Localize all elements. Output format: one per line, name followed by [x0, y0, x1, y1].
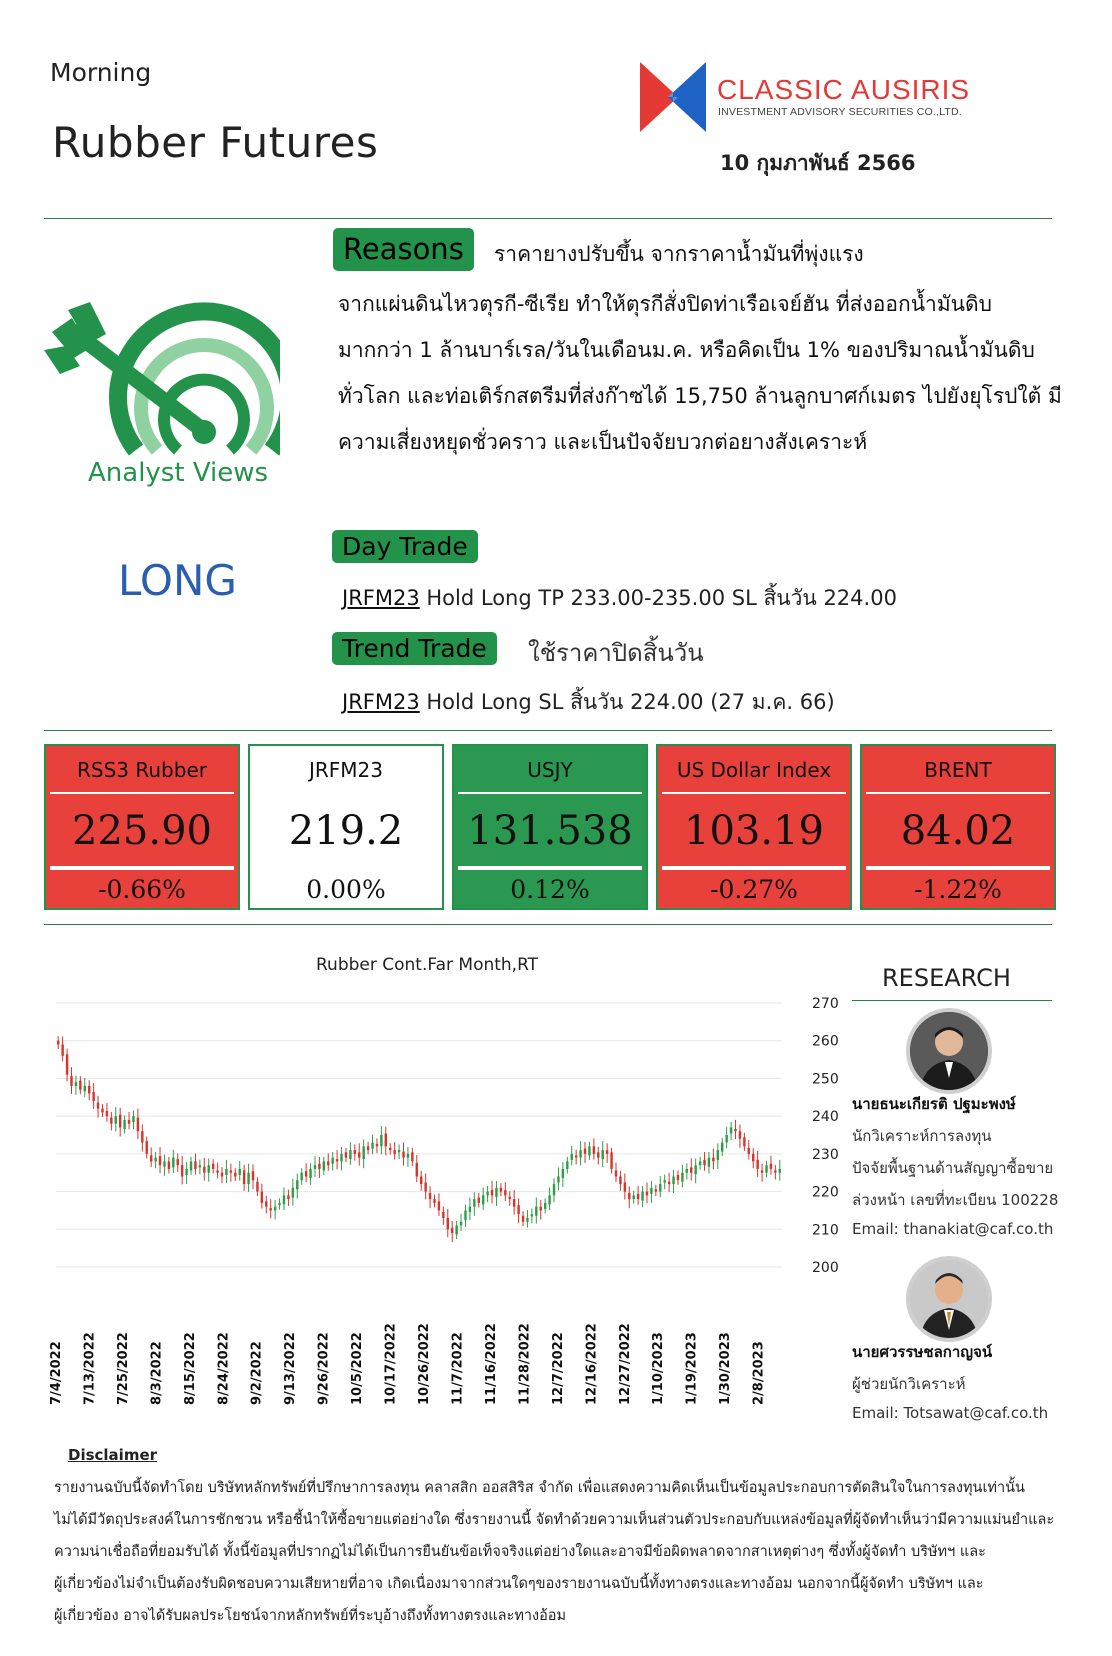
analyst-detail: ล่วงหน้า เลขที่ทะเบียน 100228: [852, 1191, 1059, 1209]
candle-body: [756, 1160, 758, 1169]
candle-body: [212, 1164, 214, 1169]
candle-body: [650, 1188, 652, 1194]
x-tick-label: 12/16/2022: [584, 1323, 600, 1405]
y-tick-label: 210: [812, 1222, 839, 1239]
disclaimer-line: ผู้เกี่ยวข้องไม่จำเป็นต้องรับผิดชอบความเสียหายที่อาจ เกิดเนื่องมาจากส่วนใดๆของรายงานฉบับนี้ทั้งทางตรงและทางอ้อม นอกจากนี้ผู้จัดทำ บริษัทฯ และ: [54, 1576, 984, 1592]
candle-body: [185, 1169, 187, 1175]
x-tick-label: 10/5/2022: [350, 1332, 366, 1405]
analyst-detail: ปัจจัยพื้นฐานด้านสัญญาซื้อขาย: [852, 1159, 1054, 1177]
x-tick-label: 7/25/2022: [115, 1332, 131, 1405]
candle-body: [283, 1195, 285, 1204]
candle-body: [269, 1208, 271, 1210]
candle-body: [137, 1118, 139, 1132]
candle-body: [478, 1198, 480, 1203]
company-logo-icon: [640, 62, 706, 132]
candle-body: [234, 1173, 236, 1177]
ticker-name: JRFM23: [308, 758, 383, 782]
reason-line: ทั่วโลก และท่อเติร์กสตรีมที่ส่งก๊าซได้ 15,750 ล้านลูกบาศก์เมตร ไปยังยุโรปใต้ มี: [338, 384, 1062, 408]
candle-body: [597, 1152, 599, 1157]
y-tick-label: 250: [812, 1071, 839, 1088]
candle-body: [97, 1103, 99, 1109]
candle-body: [420, 1176, 422, 1184]
reason-line: ความเสี่ยงหยุดชั่วคราว และเป็นปัจจัยบวกต่อยางสังเคราะห์: [338, 430, 868, 454]
candle-body: [535, 1207, 537, 1216]
candle-body: [385, 1133, 387, 1146]
candle-body: [101, 1109, 103, 1113]
candle-body: [495, 1188, 497, 1197]
candle-body: [681, 1173, 683, 1182]
x-tick-label: 11/7/2022: [450, 1332, 466, 1405]
candle-body: [672, 1176, 674, 1184]
candle-body: [123, 1120, 125, 1129]
x-tick-label: 1/10/2023: [651, 1332, 667, 1405]
candle-body: [393, 1150, 395, 1154]
candle-body: [584, 1149, 586, 1154]
disclaimer-line: ไม่ได้มีวัตถุประสงค์ในการชักชวน หรือชี้นำให้ซื้อขายแต่อย่างใด ซึ่งรายงานนี้ จัดทำด้วยความเห็นส่วนตัวประกอบกับแหล่งข้อมูลที่ผู้จัดทำเห็นว่ามีความแม่นยำและ: [54, 1512, 1055, 1528]
candle-body: [349, 1150, 351, 1159]
candle-body: [628, 1193, 630, 1199]
candle-body: [252, 1171, 254, 1180]
candle-body: [593, 1146, 595, 1154]
candle-body: [632, 1195, 634, 1199]
x-tick-label: 9/2/2022: [249, 1341, 265, 1405]
analyst-name: นายธนะเกียรติ ปฐมะพงษ์: [852, 1095, 1016, 1113]
ticker-card-jrfm23: [248, 744, 444, 910]
candle-body: [601, 1150, 603, 1159]
candle-body: [509, 1197, 511, 1199]
day-trade-badge: Day Trade: [332, 530, 478, 563]
ticker-value: 225.90: [72, 808, 212, 854]
candle-body: [739, 1131, 741, 1139]
candle-body: [712, 1158, 714, 1162]
candle-body: [517, 1205, 519, 1214]
candle-body: [367, 1146, 369, 1150]
candle-body: [668, 1182, 670, 1184]
analyst-email: Email: Totsawat@caf.co.th: [852, 1404, 1049, 1422]
candle-body: [177, 1159, 179, 1165]
candle-body: [199, 1165, 201, 1167]
ticker-change: -0.27%: [710, 875, 798, 904]
candle-body: [256, 1182, 258, 1192]
candle-body: [770, 1164, 772, 1169]
candle-body: [181, 1165, 183, 1176]
candle-body: [447, 1218, 449, 1229]
candle-body: [473, 1199, 475, 1207]
candle-body: [292, 1188, 294, 1198]
candle-body: [128, 1120, 130, 1124]
candle-body: [265, 1201, 267, 1206]
candle-body: [305, 1171, 307, 1176]
day-trade-symbol: JRFM23: [342, 586, 420, 610]
trend-trade-text: Hold Long SL สิ้นวัน 224.00 (27 ม.ค. 66): [419, 690, 835, 714]
candle-body: [703, 1160, 705, 1165]
candle-body: [429, 1193, 431, 1199]
candle-body: [238, 1169, 240, 1175]
candle-body: [606, 1150, 608, 1154]
candle-body: [579, 1150, 581, 1158]
candle-body: [261, 1192, 263, 1203]
reason-line: มากกว่า 1 ล้านบาร์เรล/วันในเดือนม.ค. หรือคิดเป็น 1% ของปริมาณน้ำมันดิบ: [338, 338, 1035, 362]
candle-body: [553, 1184, 555, 1195]
candle-body: [287, 1195, 289, 1199]
candle-body: [557, 1176, 559, 1182]
candle-body: [300, 1173, 302, 1181]
candle-body: [438, 1201, 440, 1210]
x-tick-label: 12/7/2022: [550, 1332, 566, 1405]
reason-line: ราคายางปรับขึ้น จากราคาน้ำมันที่พุ่งแรง: [494, 242, 864, 266]
day-trade-text: Hold Long TP 233.00-235.00 SL สิ้นวัน 224.00: [419, 586, 897, 610]
candle-body: [513, 1199, 515, 1207]
divider: [852, 1000, 1052, 1001]
x-tick-label: 2/8/2023: [751, 1341, 767, 1405]
candle-body: [588, 1146, 590, 1155]
candle-body: [646, 1192, 648, 1196]
candle-body: [531, 1214, 533, 1216]
x-tick-label: 11/16/2022: [483, 1323, 499, 1405]
x-tick-label: 8/24/2022: [216, 1332, 232, 1405]
candle-body: [433, 1199, 435, 1203]
candle-body: [154, 1158, 156, 1162]
candle-body: [106, 1111, 108, 1116]
candle-body: [354, 1150, 356, 1154]
candle-body: [663, 1180, 665, 1182]
candle-body: [150, 1155, 152, 1161]
candle-body: [460, 1222, 462, 1226]
analyst-photo: [906, 1256, 992, 1342]
candle-body: [75, 1082, 77, 1086]
x-tick-label: 12/27/2022: [617, 1323, 633, 1405]
ticker-change: -1.22%: [914, 875, 1002, 904]
candle-body: [721, 1143, 723, 1152]
ticker-card-rss3: [44, 744, 240, 910]
ticker-name: US Dollar Index: [676, 758, 832, 782]
candle-body: [323, 1161, 325, 1170]
candle-body: [486, 1192, 488, 1196]
candle-body: [146, 1141, 148, 1154]
candle-body: [362, 1146, 364, 1159]
candle-body: [278, 1203, 280, 1205]
y-tick-label: 220: [812, 1184, 839, 1201]
candle-body: [92, 1092, 94, 1101]
candle-body: [469, 1207, 471, 1212]
candle-body: [624, 1183, 626, 1192]
candle-body: [221, 1173, 223, 1177]
ticker-name: RSS3 Rubber: [77, 758, 207, 782]
candle-body: [61, 1044, 63, 1055]
candle-body: [734, 1129, 736, 1131]
stance-label: LONG: [118, 556, 237, 605]
candle-body: [371, 1143, 373, 1149]
candle-body: [110, 1118, 112, 1124]
candle-body: [562, 1169, 564, 1178]
ticker-value: 219.2: [288, 808, 404, 854]
ticker-card-brent: [860, 744, 1056, 910]
candle-body: [526, 1218, 528, 1222]
ticker-value: 131.538: [467, 808, 633, 854]
candle-body: [57, 1041, 59, 1045]
analyst-photo: [906, 1008, 992, 1094]
x-tick-label: 8/3/2022: [149, 1341, 165, 1405]
analyst-views-label: Analyst Views: [88, 458, 269, 488]
analyst-detail: ผู้ช่วยนักวิเคราะห์: [852, 1375, 966, 1393]
x-tick-label: 10/17/2022: [383, 1323, 399, 1405]
candle-body: [132, 1116, 134, 1122]
candle-body: [482, 1195, 484, 1204]
candle-body: [345, 1152, 347, 1157]
ticker-card-usd-index: [656, 744, 852, 910]
ticker-name: BRENT: [924, 758, 992, 782]
candle-body: [358, 1152, 360, 1157]
session-label: Morning: [50, 58, 152, 87]
candle-body: [761, 1170, 763, 1172]
page-title: Rubber Futures: [52, 118, 379, 167]
candle-body: [748, 1148, 750, 1154]
candle-body: [309, 1169, 311, 1178]
candle-body: [690, 1167, 692, 1172]
candle-body: [389, 1148, 391, 1150]
divider: [44, 924, 1052, 925]
disclaimer-line: ผู้เกี่ยวข้อง อาจได้รับผลประโยชน์จากหลักทรัพย์ที่ระบุอ้างถึงทั้งทางตรงและทางอ้อม: [54, 1608, 567, 1624]
candle-body: [247, 1173, 249, 1184]
x-tick-label: 1/30/2023: [718, 1332, 734, 1405]
candle-body: [424, 1183, 426, 1192]
candle-body: [575, 1155, 577, 1157]
candle-body: [677, 1175, 679, 1180]
trend-trade-line: [342, 686, 835, 719]
chart-title: Rubber Cont.Far Month,RT: [316, 955, 539, 975]
candle-body: [376, 1144, 378, 1146]
report-date: 10 กุมภาพันธ์ 2566: [720, 151, 916, 175]
candle-body: [765, 1165, 767, 1173]
y-tick-label: 200: [812, 1260, 839, 1276]
candle-body: [708, 1158, 710, 1167]
candle-body: [500, 1188, 502, 1192]
candle-body: [725, 1135, 727, 1143]
y-tick-label: 240: [812, 1109, 839, 1126]
candle-body: [717, 1150, 719, 1160]
x-tick-label: 11/28/2022: [517, 1323, 533, 1405]
candle-body: [66, 1054, 68, 1074]
analyst-detail: นักวิเคราะห์การลงทุน: [852, 1127, 992, 1145]
candle-body: [544, 1203, 546, 1209]
candle-body: [84, 1086, 86, 1091]
candle-body: [407, 1154, 409, 1158]
candle-body: [522, 1216, 524, 1222]
day-trade-line: [342, 582, 897, 615]
x-tick-label: 7/4/2022: [49, 1341, 64, 1405]
candle-body: [203, 1167, 205, 1173]
candle-body: [779, 1169, 781, 1173]
candle-body: [225, 1169, 227, 1175]
disclaimer-title: Disclaimer: [68, 1446, 158, 1464]
reasons-badge: Reasons: [333, 228, 474, 271]
reason-line: จากแผ่นดินไหวตุรกี-ซีเรีย ทำให้ตุรกีสั่งปิดท่าเรือเจย์ฮัน ที่ส่งออกน้ำมันดิบ: [338, 292, 993, 316]
ticker-value: 103.19: [684, 808, 824, 854]
analyst-name: นายศวรรษชลกาญจน์: [852, 1343, 993, 1361]
candle-body: [699, 1161, 701, 1165]
candle-body: [637, 1194, 639, 1199]
ticker-change: 0.12%: [510, 875, 590, 904]
candle-body: [694, 1165, 696, 1174]
ticker-card-usjy: [452, 744, 648, 910]
x-tick-label: 9/13/2022: [283, 1332, 299, 1405]
candle-body: [730, 1127, 732, 1133]
candle-body: [774, 1170, 776, 1172]
trend-trade-note: ใช้ราคาปิดสิ้นวัน: [528, 639, 704, 667]
candle-body: [619, 1176, 621, 1184]
candle-body: [119, 1115, 121, 1128]
y-tick-label: 270: [812, 996, 839, 1012]
analyst-email: Email: thanakiat@caf.co.th: [852, 1220, 1054, 1238]
candle-body: [172, 1158, 174, 1168]
candle-body: [318, 1164, 320, 1169]
brand-subtitle: INVESTMENT ADVISORY SECURITIES CO.,LTD.: [718, 106, 962, 118]
candle-body: [655, 1189, 657, 1191]
candle-body: [88, 1086, 90, 1094]
candle-body: [686, 1169, 688, 1173]
candle-body: [314, 1165, 316, 1169]
candle-body: [190, 1161, 192, 1170]
y-tick-label: 260: [812, 1033, 839, 1050]
candle-body: [540, 1207, 542, 1211]
candle-body: [659, 1184, 661, 1192]
candle-body: [402, 1152, 404, 1158]
candle-body: [331, 1158, 333, 1164]
candle-body: [442, 1212, 444, 1218]
candle-body: [115, 1116, 117, 1124]
candle-body: [194, 1161, 196, 1169]
ticker-change: -0.66%: [98, 875, 186, 904]
research-title: RESEARCH: [882, 964, 1011, 992]
candle-body: [230, 1170, 232, 1172]
candle-body: [641, 1192, 643, 1201]
disclaimer-line: ความน่าเชื่อถือที่ยอมรับได้ ทั้งนี้ข้อมูลที่ปรากฏไม่ได้เป็นการยืนยันข้อเท็จจริงแต่อย่างใดและอาจมีข้อผิดพลาดจากสาเหตุต่างๆ ซึ่งทั้งผู้จัดทำ บริษัทฯ และ: [54, 1544, 986, 1560]
candle-body: [416, 1163, 418, 1177]
x-tick-label: 10/26/2022: [417, 1323, 433, 1405]
candle-body: [451, 1228, 453, 1233]
candle-body: [336, 1159, 338, 1161]
x-tick-label: 7/13/2022: [82, 1332, 98, 1405]
trend-trade-badge: Trend Trade: [332, 632, 497, 665]
candle-body: [398, 1150, 400, 1152]
candle-body: [70, 1076, 72, 1086]
candle-body: [208, 1165, 210, 1173]
candle-body: [296, 1180, 298, 1189]
candle-body: [571, 1154, 573, 1160]
candle-body: [752, 1154, 754, 1162]
divider: [44, 218, 1052, 219]
candle-body: [216, 1170, 218, 1172]
candle-body: [380, 1135, 382, 1146]
candle-body: [491, 1190, 493, 1195]
candle-body: [610, 1152, 612, 1169]
price-chart: [40, 985, 840, 1425]
ticker-change: 0.00%: [306, 875, 386, 904]
candle-body: [243, 1170, 245, 1184]
candle-body: [464, 1210, 466, 1220]
candle-body: [504, 1190, 506, 1195]
brand-name: CLASSIC AUSIRIS: [717, 74, 971, 105]
candle-body: [327, 1161, 329, 1165]
candle-body: [168, 1161, 170, 1169]
candle-body: [141, 1131, 143, 1142]
candle-body: [455, 1226, 457, 1235]
candle-body: [163, 1161, 165, 1166]
disclaimer-line: รายงานฉบับนี้จัดทำโดย บริษัทหลักทรัพย์ที่ปรึกษาการลงทุน คลาสสิก ออสสิริส จำกัด เพื่อแสดงความคิดเห็นเป็นข้อมูลประกอบการตัดสินใจในการลงทุนเท่านั้น: [54, 1480, 1025, 1496]
candle-body: [340, 1154, 342, 1162]
candle-body: [615, 1170, 617, 1176]
candle-body: [159, 1156, 161, 1165]
ticker-name: USJY: [527, 758, 573, 782]
divider: [44, 730, 1052, 731]
candle-body: [411, 1152, 413, 1161]
x-tick-label: 8/15/2022: [182, 1332, 198, 1405]
x-tick-label: 1/19/2023: [684, 1332, 700, 1405]
ticker-value: 84.02: [900, 808, 1016, 854]
candle-body: [274, 1207, 276, 1211]
candle-body: [743, 1137, 745, 1146]
x-tick-label: 9/26/2022: [316, 1332, 332, 1405]
candle-body: [79, 1081, 81, 1090]
candle-body: [548, 1195, 550, 1204]
candle-body: [566, 1161, 568, 1169]
y-tick-label: 230: [812, 1146, 839, 1163]
trend-trade-symbol: JRFM23: [342, 690, 420, 714]
